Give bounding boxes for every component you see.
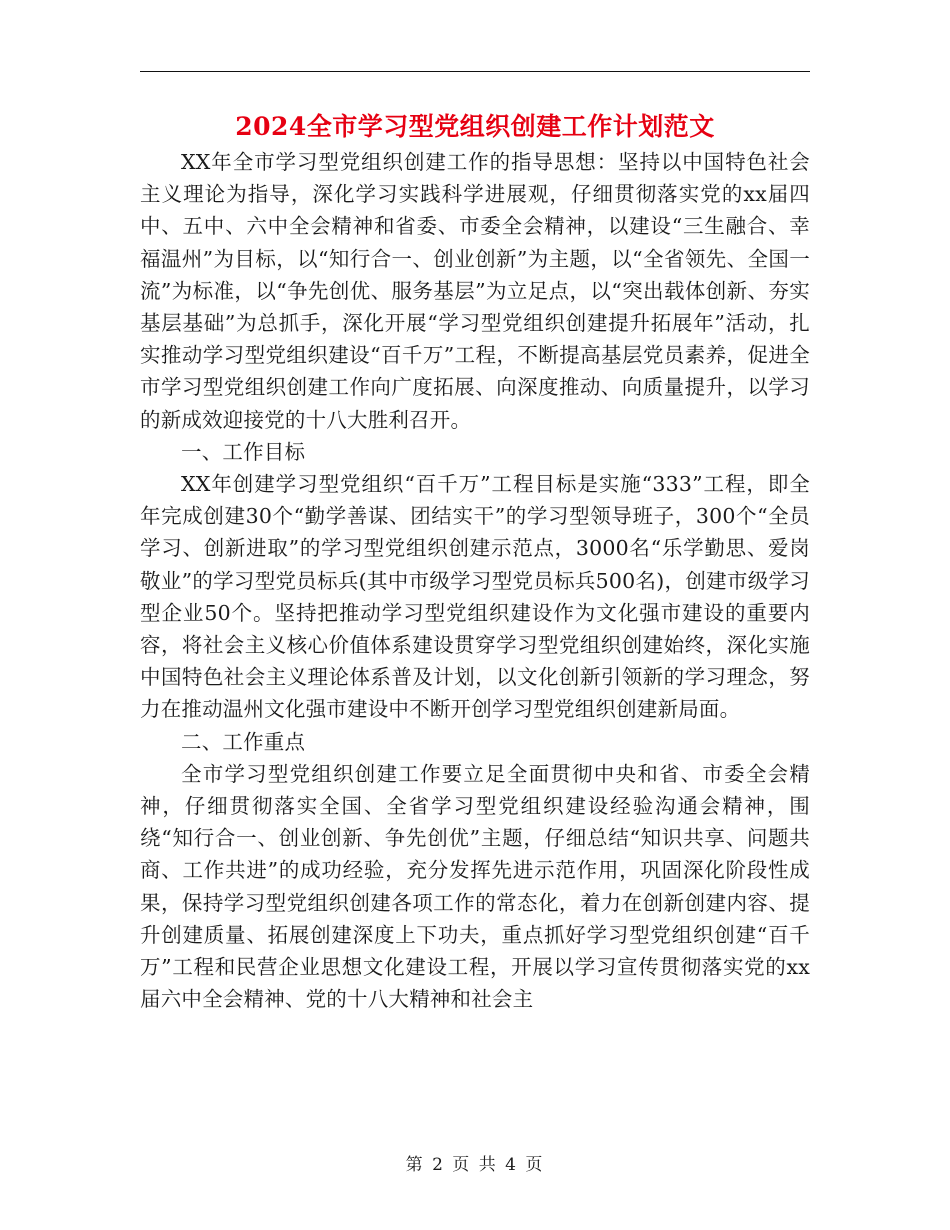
paragraph-work-focus: 全市学习型党组织创建工作要立足全面贯彻中央和省、市委全会精神，仔细贯彻落实全国、全省学习型党组织建设经验沟通会精神，围绕“知行合一、创业创新、争先创优”主题，仔细总结“知识共享、问题共商、工作共进”的成功经验，充分发挥先进示范作用，巩固深化阶段性成果，保持学习型党组织创建各项工作的常态化，着力在创新创建内容、提升创建质量、拓展创建深度上下功夫，重点抓好学习型党组织创建“百千万”工程和民营企业思想文化建设工程，开展以学习宣传贯彻落实党的xx届六中全会精神、党的十八大精神和社会主 (140, 761, 810, 1012)
heading-work-focus: 二、工作重点 (181, 729, 306, 754)
document-body (140, 146, 810, 1015)
page-number-footer: 第 2 页 共 4 页 (405, 1155, 545, 1175)
paragraph-guiding-ideology: XX年全市学习型党组织创建工作的指导思想：坚持以中国特色社会主义理论为指导，深化学习实践科学进展观，仔细贯彻落实党的xx届四中、五中、六中全会精神和省委、市委全会精神，以建设“三生融合、幸福温州”为目标，以“知行合一、创业创新”为主题，以“全省领先、全国一流”为标准，以“争先创优、服务基层”为立足点，以“突出载体创新、夯实基层基础”为总抓手，深化开展“学习型党组织创建提升拓展年”活动，扎实推动学习型党组织建设“百千万”工程，不断提高基层党员素养，促进全市学习型党组织创建工作向广度拓展、向深度推动、向质量提升，以学习的新成效迎接党的十八大胜利召开。 (140, 150, 810, 432)
document-title: 2024全市学习型党组织创建工作计划范文 (235, 112, 715, 141)
paragraph-work-goals: XX年创建学习型党组织“百千万”工程目标是实施“333”工程，即全年完成创建30个“勤学善谋、团结实干”的学习型领导班子，300个“全员学习、创新进取”的学习型党组织创建示范点，3000名“乐学勤思、爱岗敬业”的学习型党员标兵(其中市级学习型党员标兵500名)，创建市级学习型企业50个。坚持把推动学习型党组织建设作为文化强市建设的重要内容，将社会主义核心价值体系建设贯穿学习型党组织创建始终，深化实施中国特色社会主义理论体系普及计划，以文化创新引领新的学习理念，努力在推动温州文化强市建设中不断开创学习型党组织创建新局面。 (140, 472, 810, 722)
header-rule (140, 71, 810, 72)
heading-work-goals: 一、工作目标 (181, 439, 306, 464)
